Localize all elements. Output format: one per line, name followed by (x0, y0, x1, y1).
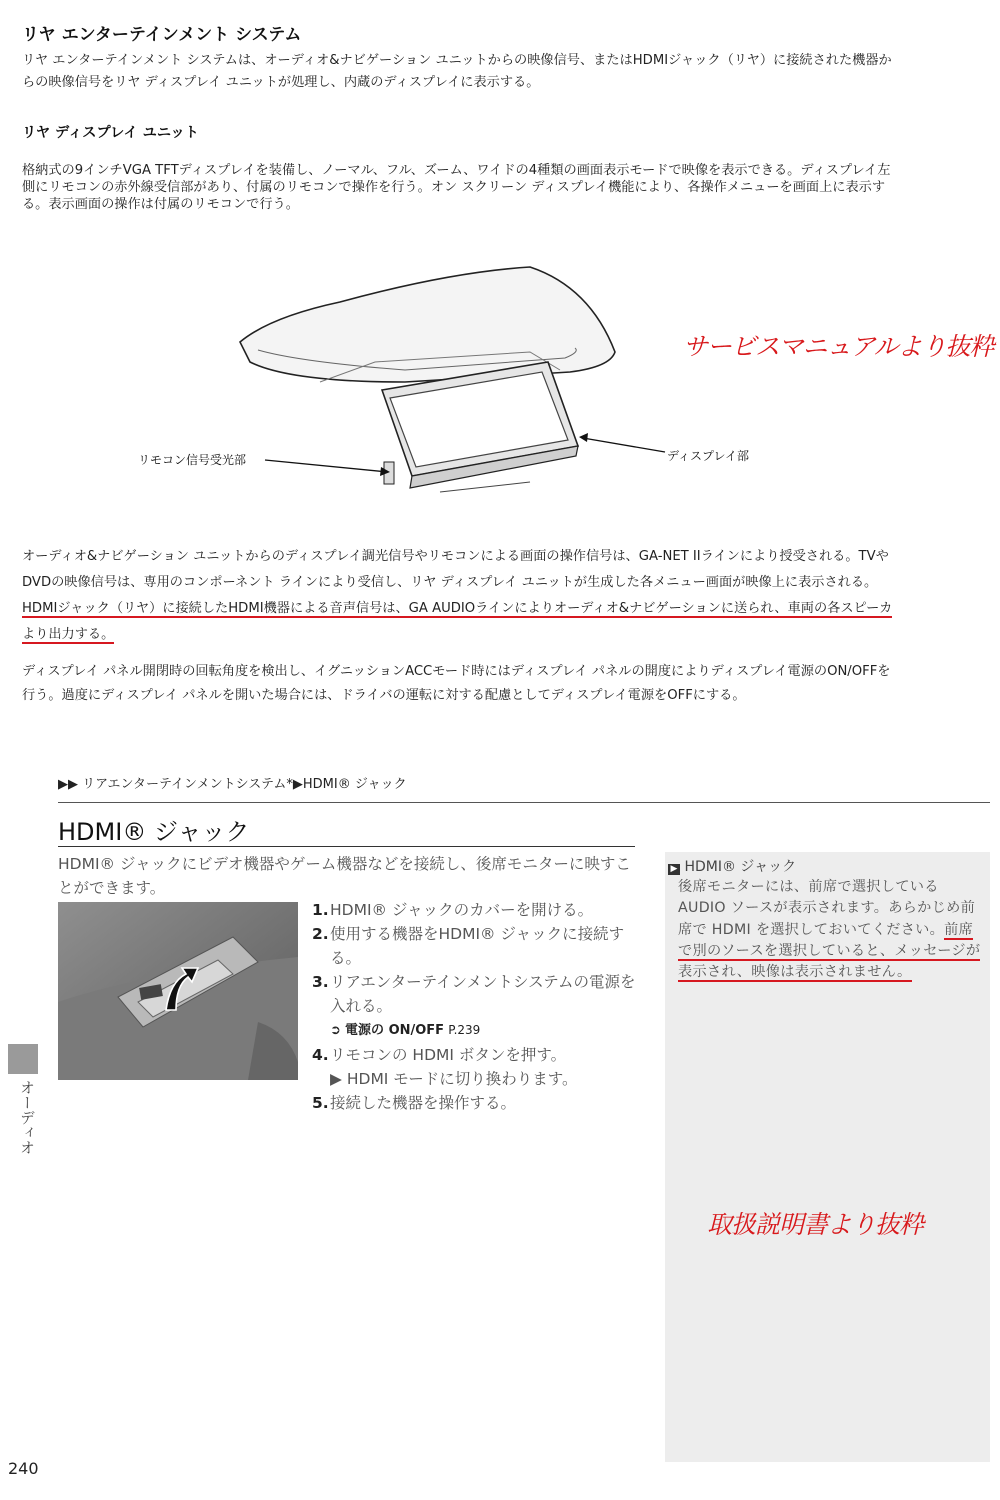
arrow-icon: ➲ (330, 1023, 341, 1038)
hdmi-jack-photo (58, 902, 298, 1080)
signal-paragraph (22, 544, 902, 648)
step-text: HDMI® ジャックのカバーを開ける。 (330, 901, 594, 919)
service-manual-note: サービスマニュアルより抜粋 (683, 332, 994, 361)
signal-underlined-text: HDMIジャック（リヤ）に接続したHDMI機器による音声信号は、GA AUDIOラインによりオーディオ&ナビゲーションに送られ、車両の各スピーカより出力する。 (22, 601, 893, 642)
step-5 (312, 1091, 642, 1115)
step-text: 接続した機器を操作する。 (330, 1094, 517, 1112)
step-4-result: ▶ HDMI モードに切り換わります。 (330, 1070, 578, 1088)
panel-paragraph: ディスプレイ パネル開閉時の回転角度を検出し、イグニッションACCモード時にはディスプレイ パネルの開度によりディスプレイ電源のON/OFFを行う。過度にディスプレイ パネルを開いた場合には、ドライバの運転に対する配慮としてディスプレイ電源をOFFにする。 (22, 664, 891, 703)
label-display: ディスプレイ部 (667, 449, 749, 463)
step-number: 2. (312, 925, 329, 943)
step-number: 4. (312, 1046, 329, 1064)
title-rule (58, 846, 635, 847)
step-1 (312, 898, 642, 922)
owners-manual-note: 取扱説明書より抜粋 (707, 1210, 924, 1239)
sidebar-underlined-text: 前席で別のソースを選択していると、メッセージが表示され、映像は表示されません。 (678, 921, 981, 981)
sidebar-body (678, 877, 983, 983)
section-body: リヤ エンターテインメント システムは、オーディオ&ナビゲーション ユニットからの映像信号、またはHDMIジャック（リヤ）に接続された機器からの映像信号をリヤ ディスプレイ ユニットが処理し、内蔵のディスプレイに表示する。 (22, 53, 892, 90)
sidebar-heading (668, 856, 796, 876)
display-unit-body: 格納式の9インチVGA TFTディスプレイを装備し、ノーマル、フル、ズーム、ワイドの4種類の画面表示モードで映像を表示できる。ディスプレイ左側にリモコンの赤外線受信部があり、付属のリモコンで操作を行う。オン スクリーン ディスプレイ機能により、各操作メニューを画面上に表示する。表示画面の操作は付属のリモコンで行う。 (22, 163, 891, 212)
hdmi-title: HDMI® ジャック (58, 818, 250, 846)
label-remote-receiver: リモコン信号受光部 (138, 453, 247, 467)
note-icon: ▶ (668, 864, 680, 875)
step-number: 5. (312, 1094, 329, 1112)
step-3 (312, 970, 642, 1018)
step-text: 使用する機器をHDMI® ジャックに接続する。 (330, 925, 625, 967)
leader-line-left (260, 430, 400, 480)
step-number: 1. (312, 901, 329, 919)
step-text: リアエンターテインメントシステムの電源を入れる。 (330, 973, 636, 1015)
display-unit-title: リヤ ディスプレイ ユニット (22, 125, 199, 141)
signal-text: オーディオ&ナビゲーション ユニットからのディスプレイ調光信号やリモコンによる画面の操作信号は、GA-NET IIラインにより授受される。TVやDVDの映像信号は、専用のコンポーネント ラインにより受信し、リヤ ディスプレイ ユニットが生成した各メニュー画面が映像上に表示される。 (22, 549, 889, 590)
sidebar-heading-text: HDMI® ジャック (684, 859, 797, 875)
steps-list (312, 898, 642, 1115)
breadcrumb: ▶▶ リアエンターテインメントシステム*▶HDMI® ジャック (58, 777, 407, 792)
reference-page: P.239 (448, 1023, 481, 1037)
sidebar-text: 後席モニターには、前席で選択しているAUDIO ソースが表示されます。あらかじめ前席で HDMI を選択しておいてください。 (678, 879, 976, 938)
section-title: リヤ エンターテインメント システム (22, 25, 302, 45)
step-number: 3. (312, 973, 329, 991)
section-tab-marker (8, 1044, 38, 1074)
step-4 (312, 1043, 642, 1067)
section-tab-label: オーディオ (18, 1080, 36, 1155)
hdmi-intro: HDMI® ジャックにビデオ機器やゲーム機器などを接続し、後席モニターに映すことができます。 (58, 855, 631, 897)
step-text: リモコンの HDMI ボタンを押す。 (330, 1046, 567, 1064)
step-3-reference[interactable] (312, 1018, 642, 1043)
page-number: 240 (8, 1459, 39, 1478)
leader-line-right (575, 430, 670, 460)
reference-link[interactable]: 電源の ON/OFF (345, 1023, 445, 1038)
divider (58, 802, 990, 803)
step-2 (312, 922, 642, 970)
